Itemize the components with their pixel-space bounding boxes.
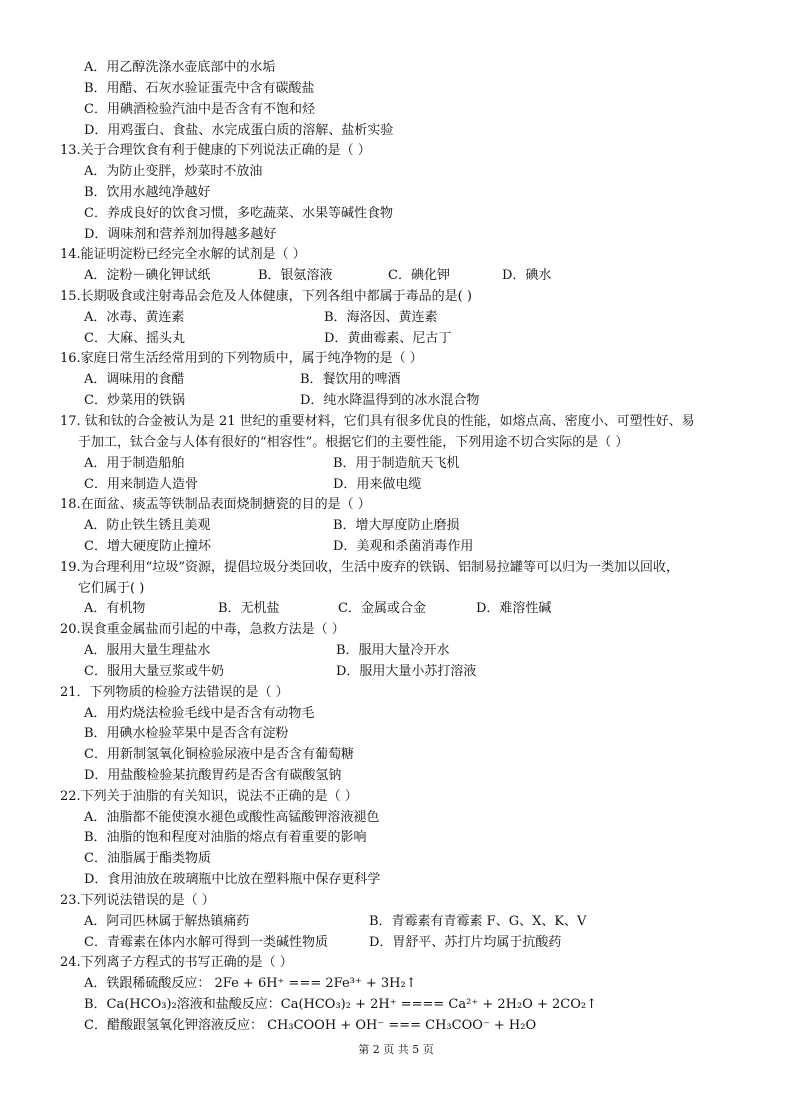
answer-option: D．碘水 xyxy=(502,268,552,283)
answer-option: A．有机物 xyxy=(84,601,146,616)
answer-option: D．胃舒平、苏打片均属于抗酸药 xyxy=(369,935,562,950)
answer-option: A．为防止变胖，炒菜时不放油 xyxy=(84,164,263,179)
answer-option: C．用新制氢氧化铜检验尿液中是否含有葡萄糖 xyxy=(84,747,354,762)
answer-option: C．青霉素在体内水解可得到一类碱性物质 xyxy=(84,935,328,950)
question-stem: 21．下列物质的检验方法错误的是（ ） xyxy=(60,685,289,700)
answer-option: C．用来制造人造骨 xyxy=(84,477,198,492)
question-stem: 15.长期吸食或注射毒品会危及人体健康，下列各组中都属于毒品的是( ) xyxy=(60,289,472,304)
answer-option: B．用于制造航天飞机 xyxy=(333,456,460,471)
answer-option: C．用碘酒检验汽油中是否含有不饱和烃 xyxy=(84,102,315,117)
answer-option: B．增大厚度防止磨损 xyxy=(333,518,460,533)
answer-option: D．黄曲霉素、尼古丁 xyxy=(324,331,452,346)
answer-option: D．美观和杀菌消毒作用 xyxy=(333,539,474,554)
question-stem: 23.下列说法错误的是（ ） xyxy=(60,893,215,908)
answer-option: B．饮用水越纯净越好 xyxy=(84,185,211,200)
question-stem: 18.在面盆、痰盂等铁制品表面烧制搪瓷的目的是（ ） xyxy=(60,497,371,512)
answer-option: A．防止铁生锈且美观 xyxy=(84,518,211,533)
answer-option: C．养成良好的饮食习惯，多吃蔬菜、水果等碱性食物 xyxy=(84,206,393,221)
answer-option: A．用灼烧法检验毛线中是否含有动物毛 xyxy=(84,706,315,721)
answer-option: B．用碘水检验苹果中是否含有淀粉 xyxy=(84,726,289,741)
question-stem: 14.能证明淀粉已经完全水解的试剂是（ ） xyxy=(60,247,306,262)
answer-option: D．难溶性碱 xyxy=(476,601,552,616)
answer-option: D．用来做电缆 xyxy=(333,477,422,492)
answer-option: D．用盐酸检验某抗酸胃药是否含有碳酸氢钠 xyxy=(84,768,342,783)
answer-option: A．淀粉－碘化钾试纸 xyxy=(84,268,211,283)
answer-option: A．用乙醇洗涤水壶底部中的水垢 xyxy=(84,60,276,75)
answer-option: C．金属或合金 xyxy=(338,601,426,616)
question-stem: 13.关于合理饮食有利于健康的下列说法正确的是（ ） xyxy=(60,143,371,158)
answer-option: B．Ca(HCO₃)₂溶液和盐酸反应：Ca(HCO₃)₂ + 2H⁺ ==== Ca²⁺ + 2H₂O + 2CO₂↑ xyxy=(84,997,597,1012)
answer-option: C．醋酸跟氢氧化钾溶液反应： CH₃COOH + OH⁻ === CH₃COO⁻ + H₂O xyxy=(84,1018,537,1033)
page-footer: 第 2 页 共 5 页 xyxy=(358,1043,434,1056)
answer-option: D．调味剂和营养剂加得越多越好 xyxy=(84,227,277,242)
answer-option: A．油脂都不能使溴水褪色或酸性高锰酸钾溶液褪色 xyxy=(84,810,380,825)
answer-option: A．用于制造船舶 xyxy=(84,456,185,471)
question-stem: 17. 钛和钛的合金被认为是 21 世纪的重要材料，它们具有很多优良的性能，如熔点高、密度小、可塑性好、易 xyxy=(60,414,695,429)
answer-option: D．食用油放在玻璃瓶中比放在塑料瓶中保存更科学 xyxy=(84,872,381,887)
answer-option: C．炒菜用的铁锅 xyxy=(84,393,185,408)
question-stem: 24.下列离子方程式的书写正确的是（ ） xyxy=(60,955,293,970)
answer-option: D．纯水降温得到的冰水混合物 xyxy=(300,393,480,408)
answer-option: A．阿司匹林属于解热镇痛药 xyxy=(84,914,250,929)
answer-option: A．冰毒、黄连素 xyxy=(84,310,185,325)
answer-option: A．服用大量生理盐水 xyxy=(84,643,211,658)
text-line: 它们属于( ) xyxy=(78,581,145,596)
answer-option: B．餐饮用的啤酒 xyxy=(300,372,401,387)
answer-option: B．青霉素有青霉素 F、G、X、K、V xyxy=(369,914,587,929)
answer-option: B．用醋、石灰水验证蛋壳中含有碳酸盐 xyxy=(84,81,315,96)
answer-option: B．海洛因、黄连素 xyxy=(324,310,438,325)
answer-option: C．增大硬度防止撞坏 xyxy=(84,539,211,554)
answer-option: C．油脂属于酯类物质 xyxy=(84,851,211,866)
answer-option: B．服用大量冷开水 xyxy=(336,643,450,658)
answer-option: B．油脂的饱和程度对油脂的熔点有着重要的影响 xyxy=(84,830,367,845)
answer-option: A．铁跟稀硫酸反应： 2Fe + 6H⁺ === 2Fe³⁺ + 3H₂↑ xyxy=(84,976,417,991)
answer-option: D．服用大量小苏打溶液 xyxy=(336,664,477,679)
text-line: 于加工，钛合金与人体有很好的“相容性”。根据它们的主要性能，下列用途不切合实际的是（ ） xyxy=(78,435,629,450)
question-stem: 22.下列关于油脂的有关知识，说法不正确的是（ ） xyxy=(60,789,358,804)
answer-option: A．调味用的食醋 xyxy=(84,372,185,387)
question-stem: 16.家庭日常生活经常用到的下列物质中，属于纯净物的是（ ） xyxy=(60,351,423,366)
answer-option: B．无机盐 xyxy=(218,601,280,616)
answer-option: C．服用大量豆浆或牛奶 xyxy=(84,664,224,679)
question-stem: 19.为合理利用“垃圾”资源，提倡垃圾分类回收，生活中废弃的铁锅、铝制易拉罐等可以归为一类加以回收， xyxy=(60,560,679,575)
answer-option: C．碘化钾 xyxy=(388,268,450,283)
answer-option: B．银氨溶液 xyxy=(258,268,333,283)
question-stem: 20.误食重金属盐而引起的中毒，急救方法是（ ） xyxy=(60,622,345,637)
answer-option: D．用鸡蛋白、食盐、水完成蛋白质的溶解、盐析实验 xyxy=(84,123,394,138)
answer-option: C．大麻、摇头丸 xyxy=(84,331,185,346)
